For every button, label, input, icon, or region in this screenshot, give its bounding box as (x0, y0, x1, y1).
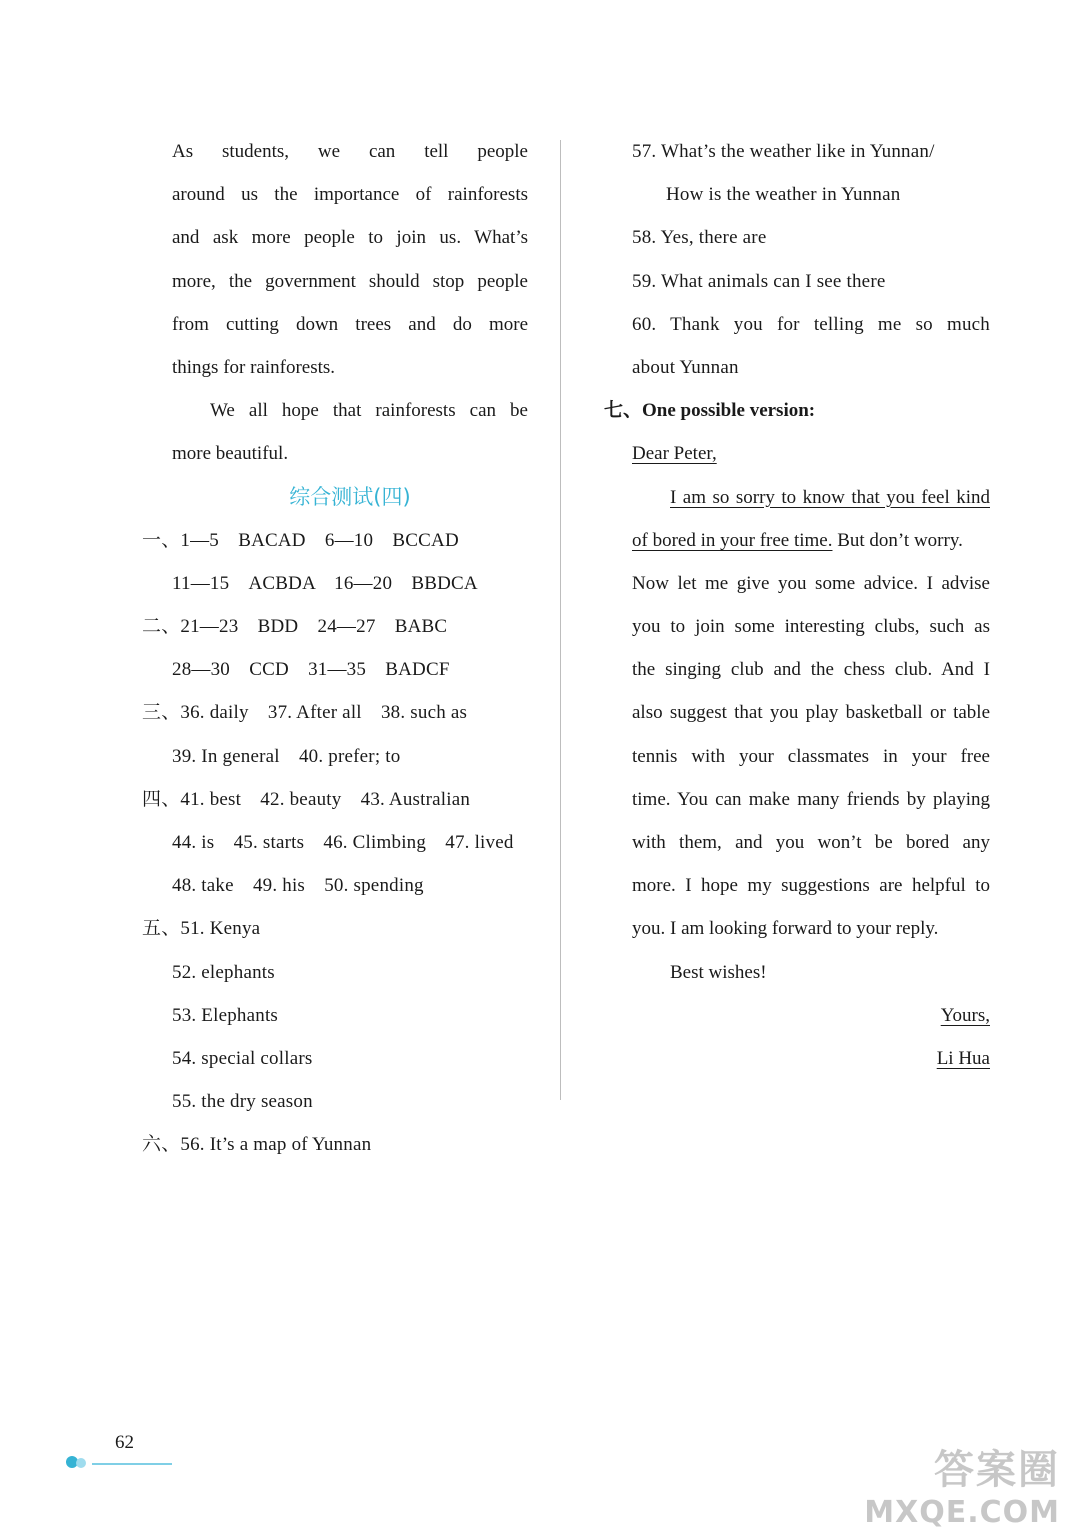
letter-sign-off (604, 994, 990, 1037)
answer-line: 11—15 ACBDA 16—20 BBDCA (172, 572, 478, 594)
letter-line: you. I am looking forward to your reply. (632, 918, 939, 940)
essay-line: more, the government should stop people (172, 270, 528, 292)
letter-line: more. I hope my suggestions are helpful to (632, 875, 990, 897)
letter-line: with them, and you won’t be bored any (632, 832, 990, 853)
watermark-logo: 答案圈 (934, 1447, 1060, 1493)
answer-line: 53. Elephants (172, 1004, 279, 1026)
answer-line: 54. special collars (172, 1047, 313, 1069)
left-column (142, 130, 528, 1167)
letter-line-text: But don’t worry. (832, 529, 963, 551)
letter-signature (604, 1037, 990, 1080)
answer-line: 59. What animals can I see there (632, 270, 886, 292)
answer-line: 44. is 45. starts 46. Climbing 47. lived (172, 832, 514, 853)
letter-line: you to join some interesting clubs, such as (632, 616, 990, 638)
letter-line: also suggest that you play basketball or table (632, 702, 990, 724)
letter-closing: Best wishes! (670, 961, 767, 983)
letter-line: the singing club and the chess club. And I (632, 659, 990, 681)
answer-line: about Yunnan (632, 356, 739, 378)
essay-line: and ask more people to join us. What’s (172, 227, 528, 249)
answer-line: 60. Thank you for telling me so much (632, 313, 990, 335)
letter-greeting-text: Dear Peter, (632, 443, 717, 465)
answer-line: 三、36. daily 37. After all 38. such as (142, 702, 468, 724)
letter-greeting (604, 432, 990, 475)
right-column (604, 130, 990, 1080)
essay-line: more beautiful. (172, 443, 289, 465)
page-marker-icon (76, 1458, 86, 1468)
watermark (864, 1438, 1060, 1530)
page-marker-line (92, 1463, 172, 1465)
answer-line: 六、56. It’s a map of Yunnan (142, 1134, 372, 1156)
section-title: 综合测试(四) (289, 484, 411, 509)
letter-sign-off-text: Yours, (940, 1004, 990, 1026)
letter-line: Now let me give you some advice. I advise (632, 572, 990, 594)
essay-line: things for rainforests. (172, 356, 336, 378)
answer-line: 48. take 49. his 50. spending (172, 875, 424, 897)
answer-line: How is the weather in Yunnan (666, 184, 901, 206)
letter-signature-text: Li Hua (936, 1047, 990, 1069)
answer-line: 52. elephants (172, 961, 275, 983)
column-divider (560, 140, 561, 1100)
answer-line: 一、1—5 BACAD 6—10 BCCAD (142, 529, 459, 551)
answer-line: 28—30 CCD 31—35 BADCF (172, 659, 450, 681)
essay-line: around us the importance of rainforests (172, 184, 528, 206)
watermark-url: MXQE.COM (864, 1495, 1060, 1530)
letter-line-underlined: of bored in your free time. (632, 529, 833, 551)
essay-line: We all hope that rainforests can be (210, 400, 528, 422)
letter-line: I am so sorry to know that you feel kind (670, 486, 990, 508)
answer-line: 四、41. best 42. beauty 43. Australian (142, 788, 471, 810)
answer-line: 58. Yes, there are (632, 227, 767, 249)
answer-line: 五、51. Kenya (142, 918, 261, 940)
letter-line: tennis with your classmates in your free (632, 745, 990, 767)
answer-line: 39. In general 40. prefer; to (172, 745, 401, 767)
letter-line: time. You can make many friends by playing (632, 788, 990, 810)
letter-line (604, 519, 990, 562)
page-number: 62 (115, 1432, 134, 1453)
answer-line: 57. What’s the weather like in Yunnan/ (632, 141, 935, 162)
answer-line: 二、21—23 BDD 24—27 BABC (142, 616, 448, 638)
essay-line: As students, we can tell people (172, 141, 528, 162)
answer-line: 55. the dry season (172, 1091, 313, 1113)
section-seven-label: 七、One possible version: (604, 400, 816, 422)
essay-line: from cutting down trees and do more (172, 313, 528, 335)
